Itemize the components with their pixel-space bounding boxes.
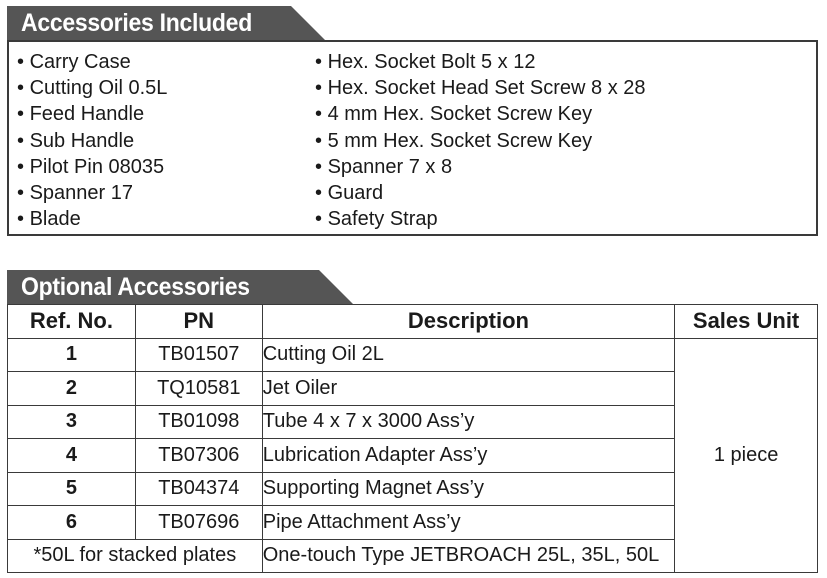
accessories-left-column [17, 49, 167, 232]
list-item: • Guard [315, 182, 384, 205]
table-header-row [8, 305, 818, 339]
list-item: • Cutting Oil 0.5L [17, 77, 168, 100]
pn-header: PN [135, 305, 262, 339]
ref-no-cell: 5 [8, 472, 136, 506]
pn-cell: TB01507 [135, 338, 262, 372]
list-item: • Feed Handle [17, 103, 145, 126]
list-item: • 5 mm Hex. Socket Screw Key [315, 129, 593, 152]
pn-cell: TB07696 [135, 506, 262, 540]
description-cell: Tube 4 x 7 x 3000 Ass’y [262, 405, 674, 439]
accessories-right-column [315, 49, 646, 232]
list-item: • Hex. Socket Head Set Screw 8 x 28 [315, 77, 646, 100]
accessories-included-box [7, 40, 818, 236]
accessories-included-header [7, 6, 327, 40]
optional-accessories-header [7, 270, 367, 304]
pn-cell: TB01098 [135, 405, 262, 439]
description-cell: Supporting Magnet Ass’y [262, 472, 674, 506]
list-item: • Carry Case [17, 51, 131, 73]
list-item: • 4 mm Hex. Socket Screw Key [315, 103, 593, 126]
ref-no-cell: 1 [8, 338, 136, 372]
ref-no-cell: 6 [8, 506, 136, 540]
optional-accessories-title: Optional Accessories [21, 273, 250, 301]
ref-no-cell: 2 [8, 372, 136, 406]
pn-cell: TQ10581 [135, 372, 262, 406]
optional-accessories-table [7, 304, 818, 573]
ref-no-cell: 3 [8, 405, 136, 439]
accessories-included-title: Accessories Included [21, 9, 252, 37]
sales-unit-cell: 1 piece [675, 338, 818, 573]
ref-no-header: Ref. No. [8, 305, 136, 339]
footer-note-cell: *50L for stacked plates [8, 539, 263, 573]
list-item: • Sub Handle [17, 129, 135, 152]
list-item: • Safety Strap [315, 208, 438, 231]
table-row [8, 338, 818, 372]
list-item: • Pilot Pin 08035 [17, 155, 165, 178]
list-item: • Spanner 17 [17, 182, 133, 205]
description-cell: Lubrication Adapter Ass’y [262, 439, 674, 473]
pn-cell: TB07306 [135, 439, 262, 473]
pn-cell: TB04374 [135, 472, 262, 506]
description-cell: Cutting Oil 2L [262, 338, 674, 372]
description-cell: Jet Oiler [262, 372, 674, 406]
description-header: Description [262, 305, 674, 339]
list-item: • Blade [17, 208, 81, 231]
footer-description-cell: One-touch Type JETBROACH 25L, 35L, 50L [262, 539, 674, 573]
description-cell: Pipe Attachment Ass’y [262, 506, 674, 540]
ref-no-cell: 4 [8, 439, 136, 473]
sales-unit-header: Sales Unit [675, 305, 818, 339]
list-item: • Spanner 7 x 8 [315, 155, 453, 178]
list-item: • Hex. Socket Bolt 5 x 12 [315, 51, 536, 73]
